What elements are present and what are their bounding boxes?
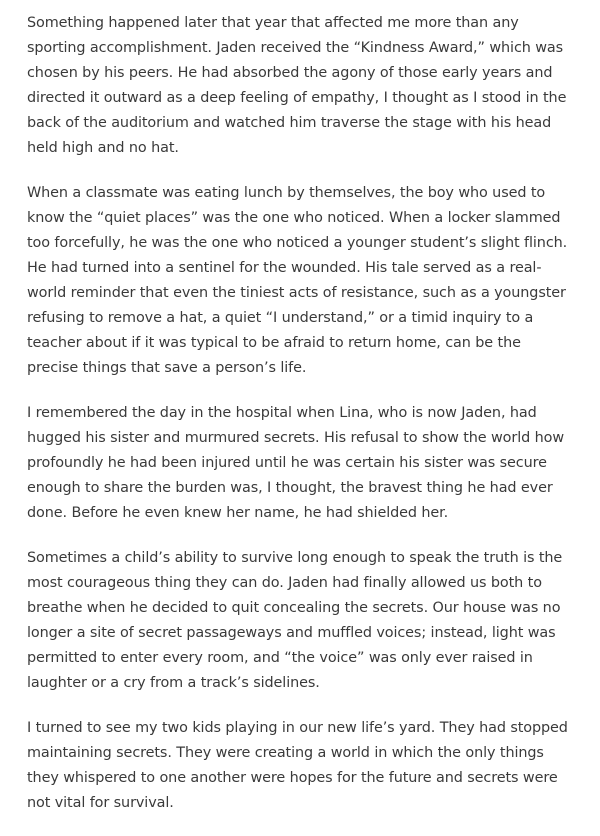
paragraph-kindness-award: Something happened later that year that affected me more than any sporting accomplishment. Jaden received the “Kindness Award,” which was chosen by his peers. He had absorbed the agony of those early years and directed it outward as a deep feeling of empathy, I thought as I stood in the back of the auditorium and watched him traverse the stage with his head held high and no hat. [27, 15, 567, 156]
paragraph-new-life: I turned to see my two kids playing in our new life’s yard. They had stopped maintaining secrets. They were creating a world in which the only things they whispered to one another were hopes for the future and secrets were not vital for survival. [27, 720, 568, 811]
article-body [27, 11, 575, 836]
paragraph-hospital-memory: I remembered the day in the hospital when Lina, who is now Jaden, had hugged his sister and murmured secrets. His refusal to show the world how profoundly he had been injured until he was certain his sister was secure enough to share the burden was, I thought, the bravest thing he had ever done. Before he even knew her name, he had shielded her. [27, 405, 564, 521]
paragraph-sentinel: When a classmate was eating lunch by themselves, the boy who used to know the “quiet places” was the one who noticed. When a locker slammed too forcefully, he was the one who noticed a younger student’s slight flinch. He had turned into a sentinel for the wounded. His tale served as a real-world reminder that even the tiniest acts of resistance, such as a youngster refusing to remove a hat, a quiet “I understand,” or a timid inquiry to a teacher about if it was typical to be afraid to return home, can be the precise things that save a person’s life. [27, 185, 568, 376]
paragraph-courage: Sometimes a child’s ability to survive long enough to speak the truth is the most courageous thing they can do. Jaden had finally allowed us both to breathe when he decided to quit concealing the secrets. Our house was no longer a site of secret passageways and muffled voices; instead, light was permitted to enter every room, and “the voice” was only ever raised in laughter or a cry from a track’s sidelines. [27, 550, 563, 691]
